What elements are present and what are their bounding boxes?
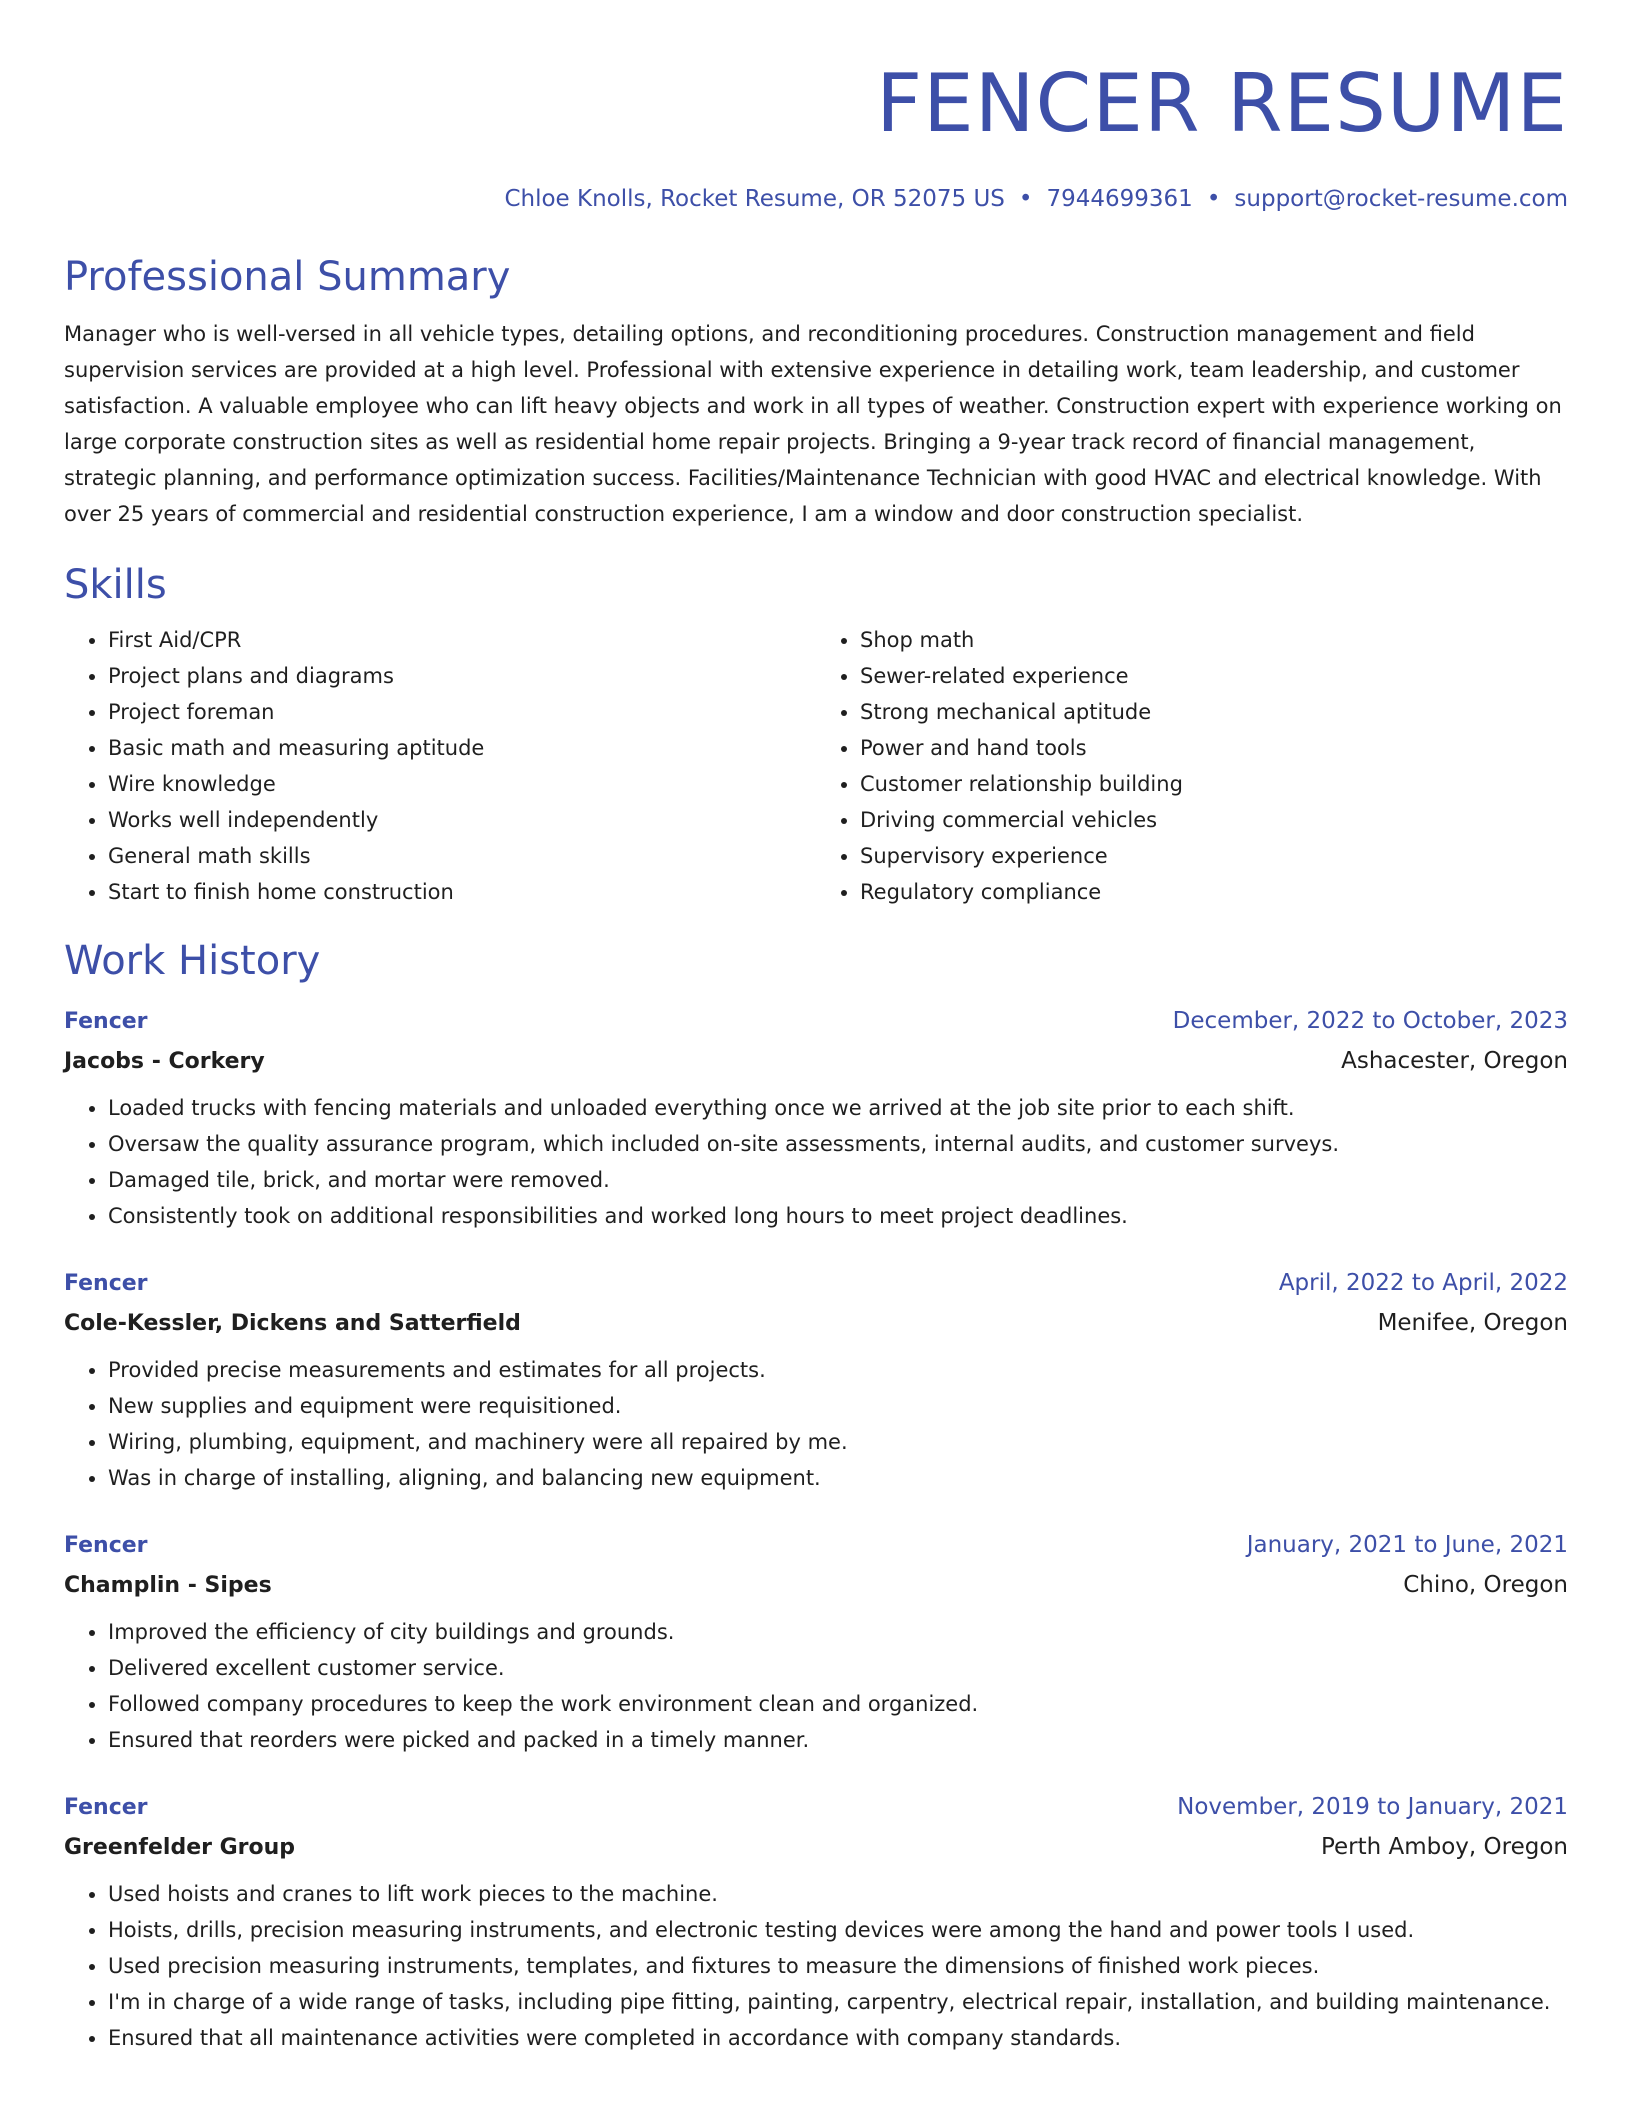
skill-item: • Regulatory compliance	[860, 874, 1568, 910]
contact-address: Chloe Knolls, Rocket Resume, OR 52075 US	[504, 186, 1005, 212]
job-entry	[64, 1526, 1568, 1758]
job-bullet: • Hoists, drills, precision measuring instruments, and electronic testing devices were among the hand and power tools I used.	[108, 1912, 1568, 1948]
job-title: Fencer	[64, 1271, 148, 1296]
job-bullet: • Oversaw the quality assurance program, which included on-site assessments, internal audits, and customer surveys.	[108, 1126, 1568, 1162]
job-title: Fencer	[64, 1533, 148, 1558]
job-employer: Cole-Kessler, Dickens and Satterfield	[64, 1311, 521, 1336]
job-bullet: • Ensured that all maintenance activities were completed in accordance with company standards.	[108, 2020, 1568, 2056]
job-dates: April, 2022 to April, 2022	[1278, 1270, 1568, 1296]
skill-item: • Project plans and diagrams	[108, 658, 816, 694]
skill-item: • Strong mechanical aptitude	[860, 694, 1568, 730]
skill-item: • Customer relationship building	[860, 766, 1568, 802]
job-location: Ashacester, Oregon	[1341, 1048, 1568, 1074]
skill-item: • General math skills	[108, 838, 816, 874]
job-bullets	[64, 1614, 1568, 1758]
contact-email: support@rocket-resume.com	[1234, 186, 1568, 212]
job-bullet: • Wiring, plumbing, equipment, and machinery were all repaired by me.	[108, 1424, 1568, 1460]
skill-item: • Works well independently	[108, 802, 816, 838]
job-title: Fencer	[64, 1795, 148, 1820]
resume-page	[64, 0, 1568, 2056]
work-history-heading: Work History	[64, 938, 321, 984]
job-bullet: • Improved the efficiency of city buildings and grounds.	[108, 1614, 1568, 1650]
job-bullet: • Used precision measuring instruments, templates, and fixtures to measure the dimensions of finished work pieces.	[108, 1948, 1568, 1984]
job-employer: Jacobs - Corkery	[64, 1049, 265, 1074]
contact-line	[64, 184, 1568, 214]
job-bullets	[64, 1352, 1568, 1496]
skill-item: • Power and hand tools	[860, 730, 1568, 766]
job-title: Fencer	[64, 1009, 148, 1034]
job-bullet: • I'm in charge of a wide range of tasks, including pipe fitting, painting, carpentry, electrical repair, installation, and building maintenance.	[108, 1984, 1568, 2020]
job-bullet: • New supplies and equipment were requisitioned.	[108, 1388, 1568, 1424]
job-bullets	[64, 1876, 1568, 2056]
skill-item: • Supervisory experience	[860, 838, 1568, 874]
summary-heading: Professional Summary	[64, 254, 511, 300]
job-entry	[64, 1788, 1568, 2056]
skill-item: • First Aid/CPR	[108, 622, 816, 658]
skill-item: • Shop math	[860, 622, 1568, 658]
contact-separator: •	[1018, 186, 1033, 212]
resume-title: FENCER RESUME	[876, 57, 1568, 150]
skills-column-left	[64, 622, 816, 910]
job-employer: Champlin - Sipes	[64, 1573, 272, 1598]
job-dates: January, 2021 to June, 2021	[1246, 1532, 1568, 1558]
skill-item: • Project foreman	[108, 694, 816, 730]
job-location: Menifee, Oregon	[1377, 1310, 1568, 1336]
job-location: Perth Amboy, Oregon	[1320, 1834, 1568, 1860]
summary-text: Manager who is well-versed in all vehicle types, detailing options, and reconditioning procedures. Construction management and field supervision services are provided at a high level. Professional with extensive experience in detailing work, team leadership, and customer satisfaction. A valuable employee who can lift heavy objects and work in all types of weather. Construction expert with experience working on large corporate construction sites as well as residential home repair projects. Bringing a 9-year track record of financial management, strategic planning, and performance optimization success. Facilities/Maintenance Technician with good HVAC and electrical knowledge. With over 25 years of commercial and residential construction experience, I am a window and door construction specialist.	[64, 322, 1562, 526]
skill-item: • Start to finish home construction	[108, 874, 816, 910]
job-employer: Greenfelder Group	[64, 1835, 296, 1860]
job-dates: December, 2022 to October, 2023	[1172, 1008, 1568, 1034]
job-bullet: • Provided precise measurements and estimates for all projects.	[108, 1352, 1568, 1388]
job-bullet: • Delivered excellent customer service.	[108, 1650, 1568, 1686]
job-dates: November, 2019 to January, 2021	[1177, 1794, 1568, 1820]
job-bullets	[64, 1090, 1568, 1234]
job-bullet: • Loaded trucks with fencing materials and unloaded everything once we arrived at the job site prior to each shift.	[108, 1090, 1568, 1126]
job-entry	[64, 1264, 1568, 1496]
job-bullet: • Ensured that reorders were picked and packed in a timely manner.	[108, 1722, 1568, 1758]
job-location: Chino, Oregon	[1403, 1572, 1568, 1598]
skill-item: • Wire knowledge	[108, 766, 816, 802]
contact-separator: •	[1206, 186, 1221, 212]
job-bullet: • Consistently took on additional responsibilities and worked long hours to meet project deadlines.	[108, 1198, 1568, 1234]
job-bullet: • Followed company procedures to keep the work environment clean and organized.	[108, 1686, 1568, 1722]
skills-list	[64, 622, 1568, 910]
job-entry	[64, 1002, 1568, 1234]
job-bullet: • Used hoists and cranes to lift work pieces to the machine.	[108, 1876, 1568, 1912]
job-bullet: • Was in charge of installing, aligning, and balancing new equipment.	[108, 1460, 1568, 1496]
skill-item: • Sewer-related experience	[860, 658, 1568, 694]
job-bullet: • Damaged tile, brick, and mortar were removed.	[108, 1162, 1568, 1198]
contact-phone: 7944699361	[1046, 186, 1193, 212]
skill-item: • Driving commercial vehicles	[860, 802, 1568, 838]
skills-column-right	[816, 622, 1568, 910]
skill-item: • Basic math and measuring aptitude	[108, 730, 816, 766]
skills-heading: Skills	[64, 562, 167, 608]
